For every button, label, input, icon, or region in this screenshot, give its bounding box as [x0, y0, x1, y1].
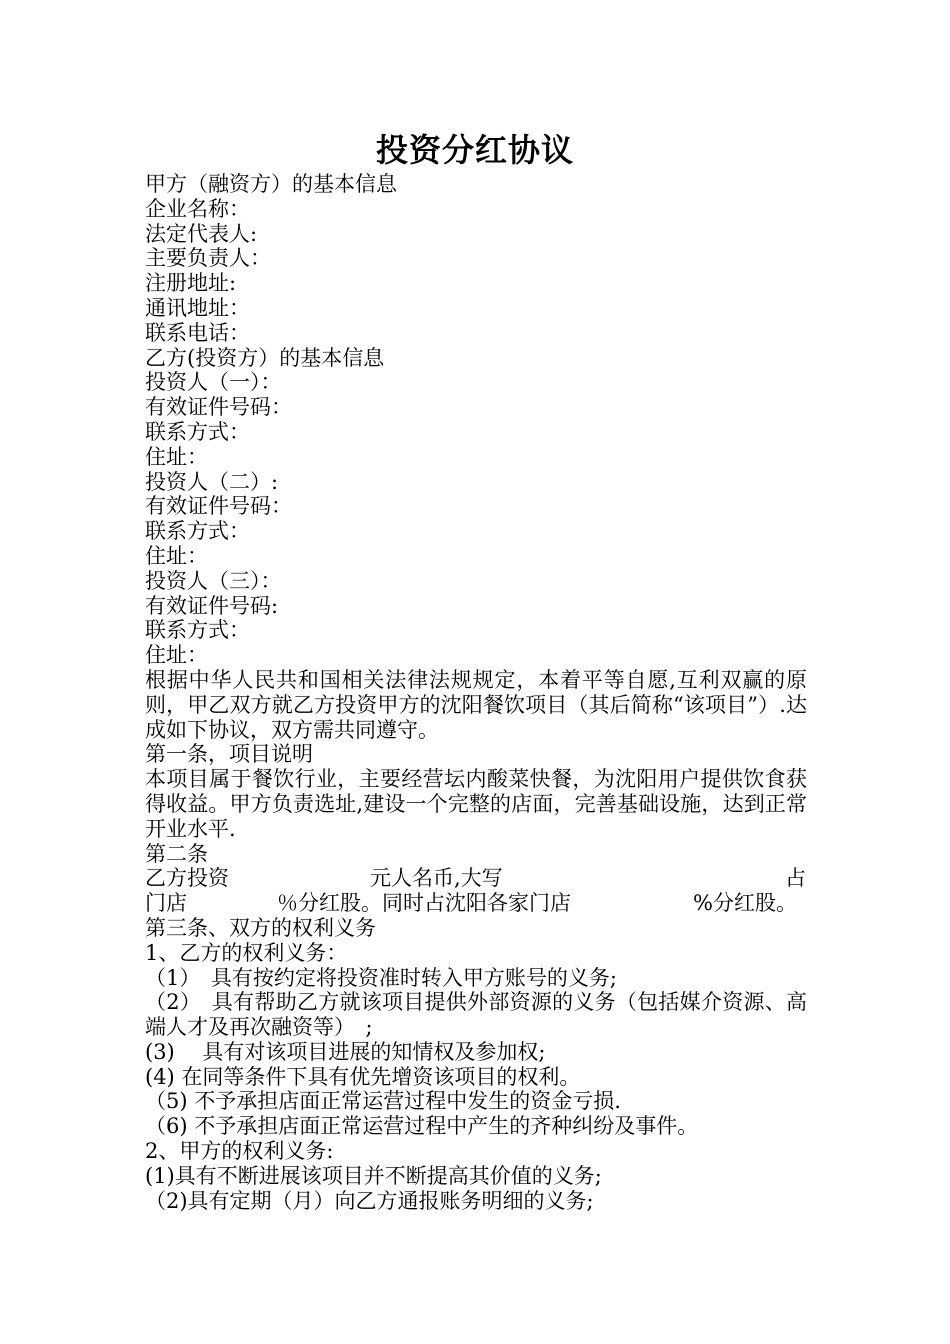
- article-2-investment-label: 乙方投资: [145, 866, 229, 891]
- article-2-investment-row: [145, 866, 807, 891]
- article-2-amount-label: 元人名币,大写: [370, 866, 503, 891]
- investor-1-address: 住址：: [145, 444, 208, 469]
- article-2-all-stores-share-label: %分红股。: [693, 891, 797, 916]
- party-a-principal: 主要负责人：: [145, 246, 271, 271]
- party-a-mail-address: 通讯地址：: [145, 295, 250, 320]
- party-b-heading: 乙方(投资方）的基本信息: [145, 345, 385, 370]
- investor-3-id: 有效证件号码:: [145, 593, 279, 618]
- party-a-reg-address: 注册地址:: [145, 271, 237, 296]
- party-b-duty-5: （5) 不予承担店面正常运营过程中发生的资金亏损.: [145, 1089, 621, 1114]
- party-a-phone: 联系电话：: [145, 320, 250, 345]
- article-2-share-label: 占: [785, 866, 806, 891]
- party-b-duty-1: （1） 具有按约定将投资准时转入甲方账号的义务;: [145, 965, 617, 990]
- investor-2-id: 有效证件号码：: [145, 494, 292, 519]
- party-b-duty-4: (4) 在同等条件下具有优先增资该项目的权利。: [145, 1064, 581, 1089]
- document-body: [145, 172, 807, 1213]
- party-a-duty-1: (1)具有不断进展该项目并不断提高其价值的义务;: [145, 1163, 602, 1188]
- investor-2-label: 投资人（二）:: [145, 469, 279, 494]
- preamble-paragraph: 根据中华人民共和国相关法律法规规定，本着平等自愿,互利双赢的原则，甲乙双方就乙方投资甲方的沈阳餐饮项目（其后简称“该项目”）.达成如下协议，双方需共同遵守。: [145, 667, 807, 742]
- article-2-store-share-label: ％分红股。同时占沈阳各家门店: [277, 891, 571, 916]
- party-b-duty-3: (3) 具有对该项目进展的知情权及参加权;: [145, 1039, 546, 1064]
- party-a-duty-2: （2)具有定期（月）向乙方通报账务明细的义务;: [145, 1188, 594, 1213]
- party-a-heading: 甲方（融资方）的基本信息: [145, 172, 397, 196]
- investor-1-id: 有效证件号码：: [145, 395, 292, 420]
- investor-3-label: 投资人（三）：: [145, 568, 282, 593]
- party-b-duty-6: （6) 不予承担店面正常运营过程中产生的齐种纠纷及事件。: [145, 1114, 699, 1139]
- article-1-text: 本项目属于餐饮行业，主要经营坛内酸菜快餐，为沈阳用户提供饮食获得收益。甲方负责选址,建设一个完整的店面，完善基础设施，达到正常开业水平.: [145, 767, 807, 841]
- party-a-duties-heading: 2、甲方的权利义务:: [145, 1139, 334, 1164]
- article-2-dividend-row: [145, 891, 807, 916]
- investor-3-contact: 联系方式：: [145, 618, 250, 643]
- article-2-heading: 第二条: [145, 841, 208, 866]
- investor-1-label: 投资人（一）：: [145, 370, 282, 395]
- investor-3-address: 住址：: [145, 643, 208, 668]
- article-3-heading: 第三条、双方的权利义务: [145, 915, 376, 940]
- investor-2-contact: 联系方式：: [145, 519, 250, 544]
- party-a-legal-rep: 法定代表人:: [145, 221, 258, 246]
- party-a-company-name: 企业名称：: [145, 196, 250, 221]
- document-title: 投资分红协议: [375, 131, 574, 169]
- article-1-heading: 第一条，项目说明: [145, 742, 313, 767]
- investor-1-contact: 联系方式：: [145, 419, 250, 444]
- party-b-duty-2: （2） 具有帮助乙方就该项目提供外部资源的义务（包括媒介资源、高端人才及再次融资等） ;: [145, 990, 807, 1040]
- party-b-duties-heading: 1、乙方的权利义务：: [145, 940, 348, 965]
- investor-2-address: 住址：: [145, 543, 208, 568]
- article-2-store-label: 门店: [145, 891, 187, 916]
